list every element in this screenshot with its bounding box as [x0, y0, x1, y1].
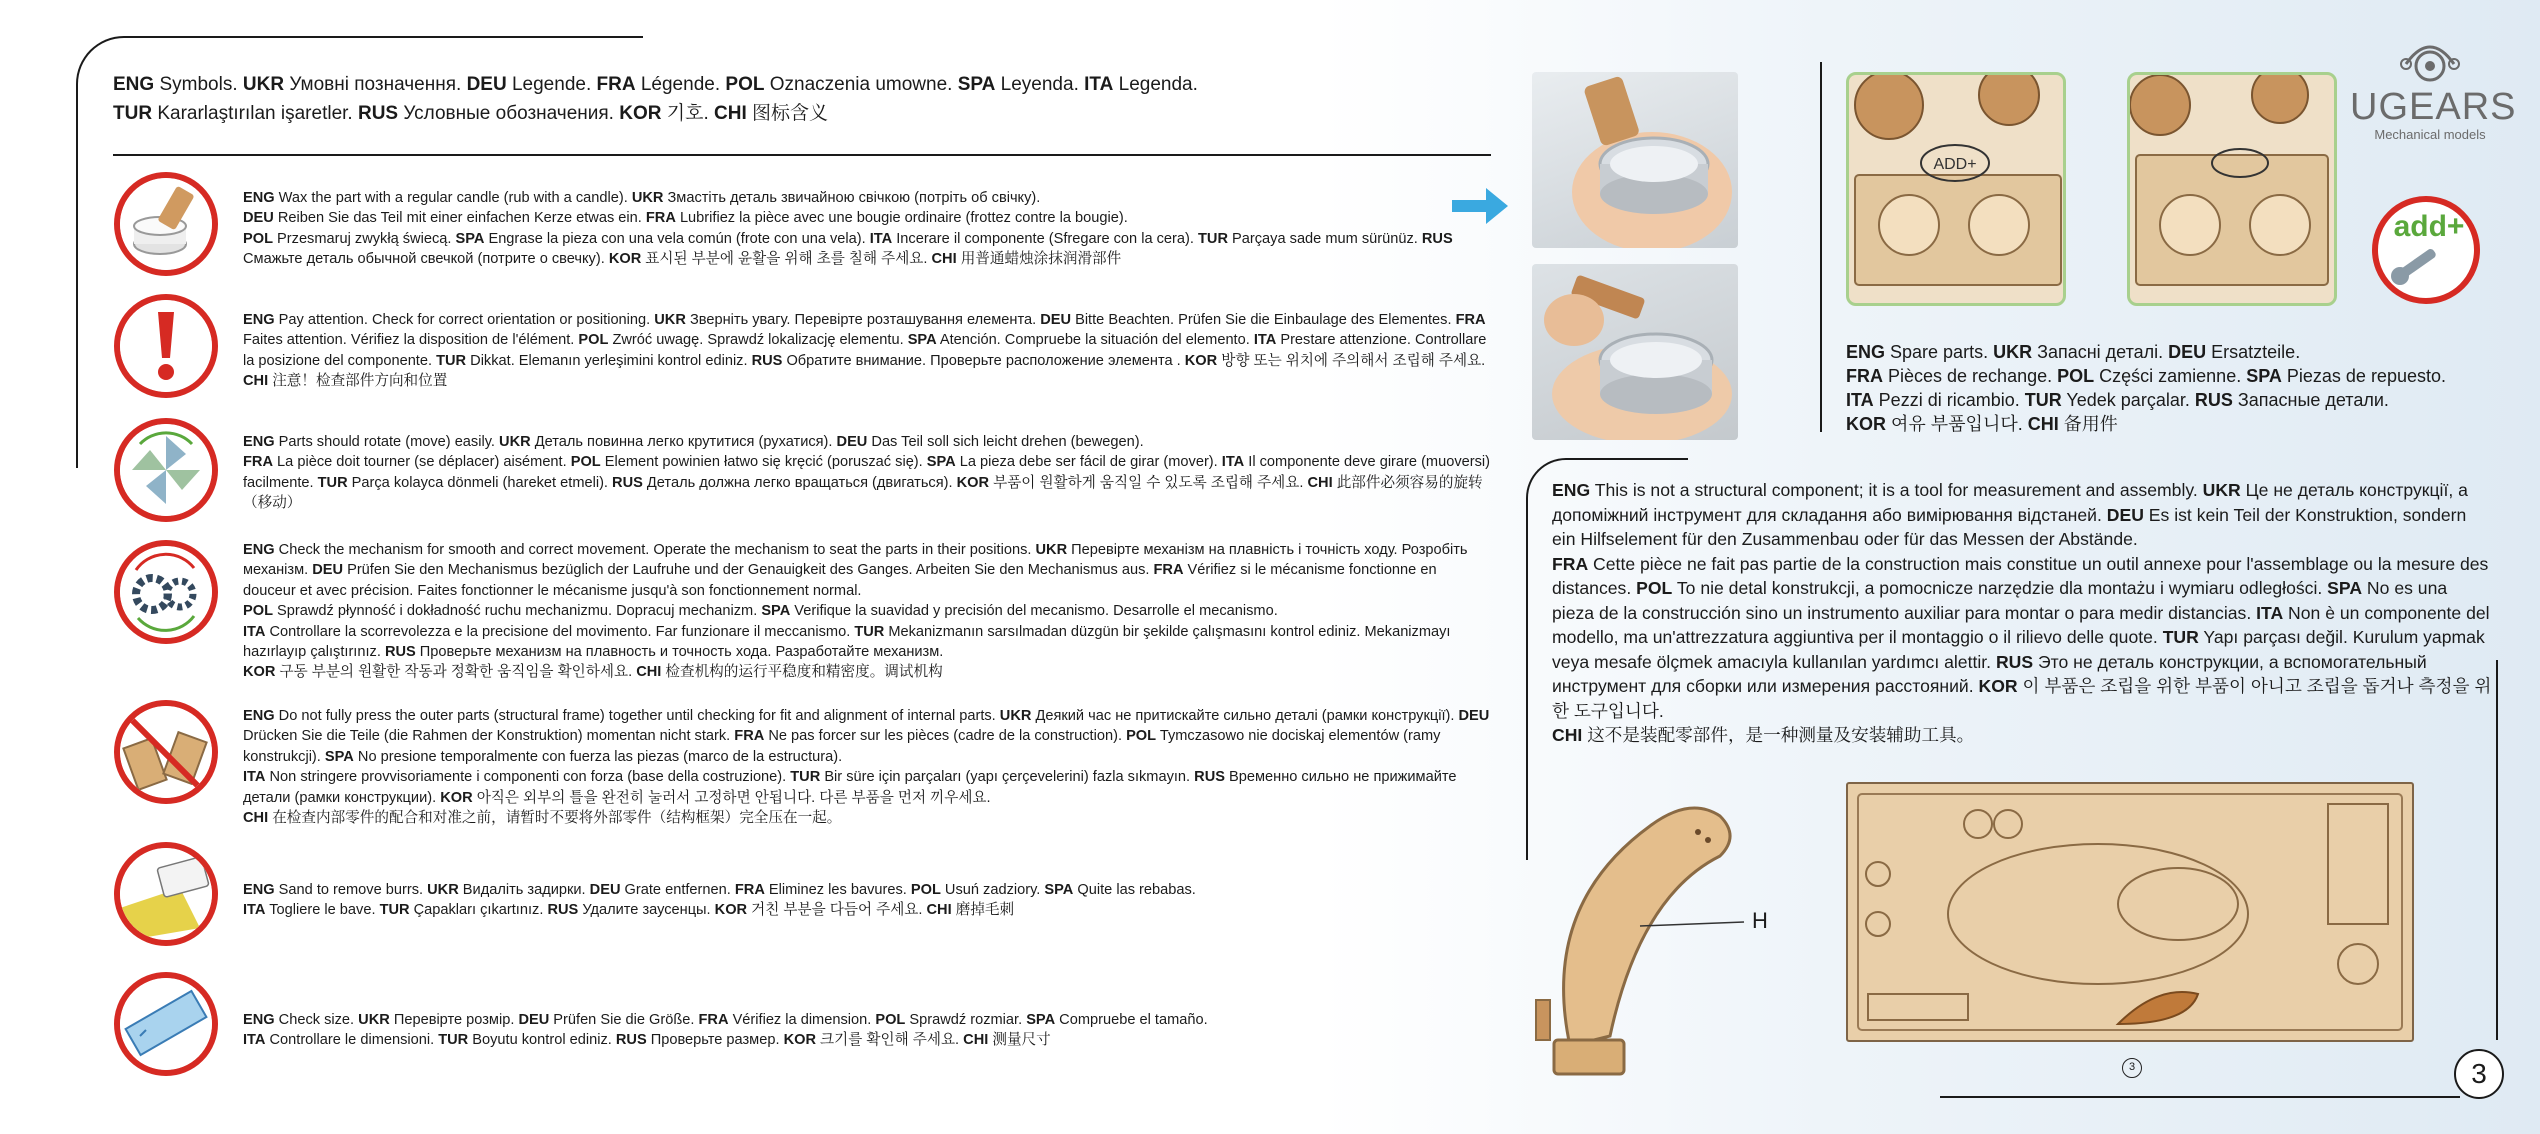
translation-text: Eliminez les bavures. — [764, 882, 911, 898]
language-code: CHI — [243, 373, 269, 390]
translation-text: Yapı parçası değil. Kurulum yapmak veya mesafe ölçmek amacıyla kullanılan yardımcı alettir. — [1552, 627, 2485, 672]
language-code: DEU — [1458, 708, 1490, 724]
translation-text: Tymczasowo nie dociskaj elementów (ramy konstrukcji). — [243, 728, 1441, 765]
candle-photo-1 — [1532, 72, 1738, 248]
language-code: ENG — [1552, 480, 1591, 500]
no-press-frame-icon — [114, 700, 218, 804]
translation-text: Деякий час не притискайте сильно деталі (рамки конструкції). — [1031, 708, 1459, 724]
language-code: DEU — [1040, 312, 1072, 328]
translation-text: Non è un componente del modello, ma un'attrezzatura aggiuntiva per il montaggio o il rilievo delle quote. — [1552, 602, 2490, 647]
language-code: FRA — [734, 882, 765, 898]
language-code: KOR — [714, 902, 748, 919]
bottom-frame-line — [1940, 1096, 2460, 1098]
language-code: ITA — [1253, 332, 1277, 349]
candle-photo-1-illustration — [1532, 72, 1738, 248]
language-code: FRA — [734, 728, 765, 745]
translation-text: Cette pièce ne fait pas partie de la construction mais constitue un outil annexe pour l'assemblage ou la mesure des distances. — [1552, 553, 2489, 598]
language-code: ITA — [243, 1032, 266, 1049]
translation-text: Faites attention. Vérifiez la disposition de l'élément. — [243, 332, 579, 349]
language-code: SPA — [1026, 1012, 1056, 1028]
language-code: CHI — [636, 664, 662, 681]
language-code: SPA — [324, 748, 354, 765]
translation-text: Ne pas forcer sur les pièces (cadre de la construction). — [764, 728, 1127, 745]
language-code: DEU — [836, 434, 868, 450]
translation-text: Lubrifiez la pièce avec une bougie ordinaire (frottez contre la bougie). — [675, 210, 1128, 227]
language-code: ITA — [1846, 390, 1874, 410]
language-code: DEU — [2106, 504, 2144, 525]
translation-text: 用普通蜡烛涂抹润滑部件 — [956, 251, 1122, 268]
translation-text: 备用件 — [2058, 414, 2118, 434]
translation-text: Удалите заусенцы. — [578, 902, 715, 919]
translation-text: Обратите внимание. Проверьте расположение элемента . — [782, 352, 1185, 369]
translation-text: Quite las rebabas. — [1073, 882, 1196, 898]
language-code: FRA — [596, 74, 636, 95]
language-code: SPA — [907, 332, 937, 349]
translation-text: Non stringere provvisoriamente i componenti con forza (base della costruzione). — [265, 769, 791, 786]
translation-text: Деталь должна легко вращаться (двигаться). — [642, 474, 957, 491]
language-code: POL — [570, 454, 601, 471]
ruler-size-icon — [114, 972, 218, 1076]
translation-text: Oznaczenia umowne. — [764, 74, 958, 95]
language-code: CHI — [963, 1032, 989, 1049]
language-code: CHI — [1307, 474, 1333, 491]
translation-text: No presione temporalmente con fuerza las piezas (marco de la estructura). — [353, 748, 843, 765]
translation-text: Bir süre için parçaları (yapı çerçevelerini) fazla sıkmayın. — [820, 769, 1195, 786]
translation-text: Części zamienne. — [2094, 366, 2247, 386]
divider-line — [1820, 62, 1822, 432]
translation-text: 아직은 외부의 틀을 완전히 눌러서 고정하면 안됩니다. 다른 부품을 먼저 끼우세요. — [472, 789, 991, 806]
language-code: TUR — [438, 1032, 469, 1049]
translation-text: Это не деталь конструкции, а вспомогательный инструмент для сборки или измерения расстояний. — [1552, 651, 2427, 696]
translation-text: Legende. — [506, 74, 597, 95]
gears-mechanism-icon — [114, 540, 218, 644]
language-code: SPA — [2246, 366, 2282, 386]
translation-text: Умовні позначення. — [284, 74, 467, 95]
language-code: ENG — [113, 74, 155, 95]
language-code: KOR — [1846, 414, 1886, 434]
language-code: CHI — [926, 902, 952, 919]
language-code: DEU — [2168, 342, 2207, 362]
language-code: RUS — [1194, 769, 1225, 786]
language-code: ENG — [243, 434, 275, 450]
translation-text: La pieza debe ser fácil de girar (mover). — [955, 454, 1222, 471]
language-code: RUS — [547, 902, 579, 919]
language-code: KOR — [243, 664, 276, 681]
translation-text: Проверьте размер. — [646, 1032, 784, 1049]
language-code: POL — [243, 230, 273, 247]
translation-text: Зверніть увагу. Перевірте розташування елемента. — [685, 312, 1041, 328]
spare-sticker-label: ADD+ — [1933, 156, 1977, 173]
translation-text: Das Teil soll sich leicht drehen (bewegen). — [867, 434, 1144, 450]
translation-text: 检查机构的运行平稳度和精密度。调试机构 — [661, 664, 943, 681]
language-code: FRA — [1455, 312, 1486, 328]
tool-note-text — [1552, 478, 2492, 748]
translation-text: Bitte Beachten. Prüfen Sie die Einbaulage des Elementes. — [1071, 312, 1456, 328]
symbol-description — [243, 432, 1493, 514]
language-code: SPA — [761, 603, 791, 620]
language-code: ITA — [1221, 454, 1245, 471]
language-code: FRA — [243, 454, 273, 471]
translation-text: 测量尺寸 — [988, 1032, 1051, 1049]
symbol-description — [243, 540, 1493, 683]
language-code: UKR — [242, 74, 285, 95]
right-frame-line — [2496, 660, 2498, 1040]
translation-text: La pièce doit tourner (se déplacer) aisément. — [273, 454, 571, 471]
language-code: SPA — [926, 454, 956, 471]
translation-text: Запасні деталі. — [2032, 342, 2169, 362]
brand-name: UGEARS — [2350, 86, 2517, 128]
translation-text: Çapakları çıkartınız. — [409, 902, 548, 919]
translation-text: Legenda. — [1113, 74, 1198, 95]
language-code: UKR — [631, 190, 664, 206]
language-code: TUR — [113, 103, 153, 124]
language-code: CHI — [1552, 725, 1583, 745]
language-code: FRA — [1153, 562, 1184, 579]
translation-text: 거친 부분을 다듬어 주세요. — [747, 902, 927, 919]
symbol-description — [243, 310, 1493, 392]
translation-text: Vérifiez si le mécanisme fonctionne en douceur et avec précision. Faites fonctionner le mécanisme jusqu'à son fonctionnement normal. — [243, 562, 1437, 599]
translation-text: Проверьте механизм на плавность и точность хода. Разработайте механизм. — [415, 644, 944, 661]
rotate-pinwheel-icon — [114, 418, 218, 522]
translation-text: 방향 또는 위치에 주의해서 조립해 주세요. — [1217, 352, 1486, 369]
translation-text: Compruebe el tamaño. — [1055, 1012, 1208, 1028]
language-code: SPA — [2327, 578, 2363, 598]
translation-text: 이 부품은 조립을 위한 부품이 아니고 조립을 돕거나 측정을 위한 도구입니다. — [1552, 676, 2492, 721]
translation-text: 注意！检查部件方向和位置 — [268, 373, 448, 390]
language-code: RUS — [2194, 390, 2233, 410]
language-code: DEU — [589, 882, 621, 898]
translation-text: Parts should rotate (move) easily. — [274, 434, 500, 450]
sandpaper-icon — [114, 842, 218, 946]
translation-text: Drücken Sie die Teile (die Rahmen der Konstruktion) momentan nicht stark. — [243, 728, 735, 745]
translation-text: Pièces de rechange. — [1883, 366, 2058, 386]
translation-text: 기호. — [661, 103, 714, 124]
language-code: TUR — [436, 352, 467, 369]
translation-text: Ersatzteile. — [2206, 342, 2301, 362]
translation-text: To nie detal konstrukcji, a pomocnicze narzędzie dla montażu i wymiaru odległości. — [1672, 578, 2328, 598]
translation-text: Incerare il componente (Sfregare con la cera). — [892, 230, 1198, 247]
language-code: SPA — [455, 230, 485, 247]
spare-parts-image-1 — [1846, 72, 2066, 306]
language-code: POL — [243, 603, 273, 620]
translation-text: Leyenda. — [995, 74, 1085, 95]
language-code: ITA — [243, 769, 266, 786]
translation-text: 크기를 확인해 주세요. — [816, 1032, 964, 1049]
language-code: SPA — [1044, 882, 1074, 898]
translation-text: Légende. — [635, 74, 726, 95]
translation-text: Смажьте деталь обычной свечкой (потрите о свечку). — [243, 251, 609, 268]
language-code: POL — [2057, 366, 2095, 386]
translation-text: Parçaya sade mum sürünüz. — [1228, 230, 1422, 247]
language-code: POL — [578, 332, 609, 349]
translation-text: Togliere le bave. — [265, 902, 380, 919]
language-code: KOR — [608, 251, 642, 268]
translation-text: Pezzi di ricambio. — [1873, 390, 2025, 410]
part-number-marker: 3 — [2122, 1058, 2142, 1078]
candle-photo-2 — [1532, 264, 1738, 440]
translation-text: 图标含义 — [746, 103, 829, 124]
language-code: CHI — [931, 251, 957, 268]
measuring-tool-illustration — [1530, 786, 1790, 1086]
language-code: ENG — [1846, 342, 1886, 362]
translation-text: Check size. — [274, 1012, 359, 1028]
language-code: POL — [1126, 728, 1157, 745]
translation-text: Условные обозначения. — [398, 103, 620, 124]
translation-text: 구동 부분의 원활한 작동과 정확한 움직임을 확인하세요. — [275, 664, 637, 681]
translation-text: Dikkat. Elemanın yerleşimini kontrol ediniz. — [466, 352, 752, 369]
language-code: RUS — [612, 474, 643, 491]
translation-text: Przesmaruj zwykłą świecą. — [273, 230, 456, 247]
language-code: FRA — [698, 1012, 729, 1028]
tool-callout-label: H — [1752, 908, 1768, 933]
language-code: TUR — [854, 623, 885, 640]
translation-text: Перевірте механізм на плавність і точність ходу. Розробіть механізм. — [243, 542, 1468, 579]
translation-text: Symbols. — [154, 74, 243, 95]
language-code: ENG — [243, 312, 275, 328]
language-code: TUR — [379, 902, 410, 919]
ugears-logo — [2350, 36, 2517, 142]
translation-text: 부품이 원활하게 움직일 수 있도록 조립해 주세요. — [989, 474, 1308, 491]
translation-text: Prüfen Sie die Größe. — [549, 1012, 699, 1028]
translation-text: Запасные детали. — [2232, 390, 2389, 410]
page-number: 3 — [2454, 1049, 2504, 1099]
translation-text: Це не деталь конструкції, а допоміжний інструмент для складання або вимірювання відстаней. — [1552, 480, 2468, 525]
language-code: UKR — [499, 434, 531, 450]
language-code: UKR — [1993, 342, 2033, 362]
language-code: ITA — [243, 623, 266, 640]
language-code: RUS — [384, 644, 416, 661]
language-code: UKR — [2202, 480, 2241, 500]
translation-text: Prestare attenzione. Controllare la posizione del componente. — [243, 332, 1487, 369]
parts-sheet-illustration — [1848, 784, 2412, 1040]
translation-text: Видаліть задирки. — [458, 882, 590, 898]
translation-text: Grate entfernen. — [620, 882, 735, 898]
language-code: CHI — [714, 103, 747, 124]
translation-text: 这不是装配零部件，是一种测量及安装辅助工具。 — [1582, 725, 1975, 745]
translation-text: 표시된 부분에 윤활을 위해 초를 칠해 주세요. — [641, 251, 932, 268]
translation-text: 此部件必须容易的旋转（移动） — [243, 474, 1483, 512]
language-code: POL — [1636, 578, 1673, 598]
language-code: KOR — [619, 103, 662, 124]
candle-photo-2-illustration — [1532, 264, 1738, 440]
translation-text: Verifique la suavidad y precisión del mecanismo. Desarrolle el mecanismo. — [790, 603, 1278, 620]
language-code: ENG — [243, 708, 275, 724]
translation-text: Engrase la pieza con una vela común (frote con una vela). — [484, 230, 870, 247]
language-code: ENG — [243, 882, 275, 898]
spare-parts-image-2 — [2127, 72, 2337, 306]
language-code: KOR — [956, 474, 990, 491]
language-code: POL — [725, 74, 765, 95]
translation-text: Kararlaştırılan işaretler. — [152, 103, 358, 124]
translation-text: Pay attention. Check for correct orientation or positioning. — [274, 312, 655, 328]
language-code: UKR — [1035, 542, 1068, 558]
language-code: TUR — [1198, 230, 1228, 247]
language-code: POL — [875, 1012, 906, 1028]
candle-wax-icon — [114, 172, 218, 276]
language-code: ENG — [243, 1012, 275, 1028]
brand-tagline: Mechanical models — [2374, 127, 2486, 142]
language-code: RUS — [1421, 230, 1453, 247]
language-code: FRA — [1846, 366, 1883, 386]
translation-text: Il componente deve girare (muoversi) facilmente. — [243, 454, 1490, 491]
language-code: CHI — [2027, 414, 2059, 434]
translation-text: Es ist kein Teil der Konstruktion, sondern ein Hilfselement für den Zusammenbau oder für das Messen der Abstände. — [1552, 504, 2467, 549]
header-rule — [113, 154, 1491, 156]
translation-text: Controllare la scorrevolezza e la precisione del movimento. Far funzionare il meccanismo. — [265, 623, 855, 640]
language-code: KOR — [1978, 676, 2018, 696]
symbol-description — [243, 188, 1493, 270]
translation-text: Check the mechanism for smooth and correct movement. Operate the mechanism to seat the parts in their positions. — [274, 542, 1036, 558]
translation-text: Atención. Compruebe la situación del elemento. — [936, 332, 1254, 349]
add-plus-label: add+ — [2393, 210, 2465, 243]
translation-text: Element powinien łatwo się kręcić (poruszać się). — [600, 454, 927, 471]
translation-text: No es una pieza de la construcción sino un instrumento auxiliar para montar o para medir distancias. — [1552, 578, 2448, 623]
language-code: TUR — [317, 474, 348, 491]
translation-text: Boyutu kontrol ediniz. — [468, 1032, 616, 1049]
translation-text: Wax the part with a regular candle (rub with a candle). — [274, 190, 632, 206]
language-code: KOR — [440, 789, 473, 806]
translation-text: 磨掉毛刺 — [951, 902, 1015, 919]
language-code: ITA — [869, 230, 893, 247]
translation-text: Mekanizmanın sarsılmadan düzgün bir şekilde çalışmasını kontrol ediniz. Mekanizmayı hazırlayıp çalıştırınız. — [243, 623, 1451, 661]
language-code: KOR — [1184, 352, 1218, 369]
translation-text: Sand to remove burrs. — [274, 882, 428, 898]
symbol-description — [243, 1010, 1493, 1051]
language-code: UKR — [358, 1012, 390, 1028]
language-code: TUR — [2162, 627, 2199, 647]
language-code: TUR — [2024, 390, 2062, 410]
language-code: POL — [910, 882, 941, 898]
translation-text: 여유 부품입니다. — [1886, 414, 2028, 434]
language-code: ENG — [243, 542, 275, 558]
exclamation-icon — [114, 294, 218, 398]
language-code: ITA — [2256, 602, 2284, 623]
language-code: DEU — [466, 74, 507, 95]
language-code: FRA — [645, 210, 676, 227]
gear-logo-icon — [2390, 36, 2470, 82]
language-code: DEU — [312, 562, 344, 579]
language-code: DEU — [243, 210, 274, 227]
language-code: FRA — [1552, 553, 1589, 574]
language-code: RUS — [357, 103, 399, 124]
translation-text: Usuń zadziory. — [940, 882, 1045, 898]
language-code: RUS — [751, 352, 783, 369]
legend-header — [113, 70, 1453, 128]
spare-parts-illustration-2 — [2130, 75, 2334, 303]
language-code: ITA — [1084, 74, 1114, 95]
symbol-description — [243, 706, 1493, 828]
translation-text: 在检查内部零件的配合和对准之前，请暂时不要将外部零件（结构框架）完全压在一起。 — [268, 810, 842, 827]
language-code: KOR — [783, 1032, 816, 1049]
translation-text: Временно сильно не прижимайте детали (рамки конструкции). — [243, 769, 1457, 806]
translation-text: Controllare le dimensioni. — [265, 1032, 439, 1049]
language-code: ENG — [243, 190, 275, 206]
language-code: RUS — [615, 1032, 647, 1049]
language-code: SPA — [957, 74, 996, 95]
translation-text: Vérifiez la dimension. — [728, 1012, 876, 1028]
translation-text: Zwróć uwagę. Sprawdź lokalizację elementu. — [608, 332, 908, 349]
language-code: DEU — [518, 1012, 550, 1028]
translation-text: Змастіть деталь звичайною свічкою (потріть об свічку). — [663, 190, 1041, 206]
language-code: UKR — [999, 708, 1032, 724]
language-code: TUR — [790, 769, 821, 786]
translation-text: Перевірте розмір. — [389, 1012, 519, 1028]
language-code: UKR — [654, 312, 686, 328]
symbol-description — [243, 880, 1493, 921]
translation-text: Sprawdź płynność i dokładność ruchu mechanizmu. Dopracuj mechanizm. — [273, 603, 762, 620]
language-code: CHI — [243, 810, 269, 827]
spare-parts-illustration-1 — [1849, 75, 2063, 303]
translation-text: This is not a structural component; it is a tool for measurement and assembly. — [1590, 480, 2203, 500]
translation-text: Spare parts. — [1885, 342, 1994, 362]
language-code: ITA — [243, 902, 266, 919]
translation-text: Parça kolayca dönmeli (hareket etmeli). — [347, 474, 613, 491]
language-code: UKR — [427, 882, 459, 898]
parts-sheet — [1846, 782, 2414, 1042]
arrow-right-icon — [1452, 188, 1508, 224]
language-code: RUS — [1995, 651, 2034, 672]
spare-parts-text — [1846, 340, 2486, 436]
translation-text: Reiben Sie das Teil mit einer einfachen Kerze etwas ein. — [273, 210, 646, 227]
translation-text: Деталь повинна легко крутитися (рухатися). — [530, 434, 837, 450]
translation-text: Prüfen Sie den Mechanismus bezüglich der Laufruhe und der Genauigkeit des Ganges. Arbeiten Sie den Mechanismus aus. — [343, 562, 1154, 579]
translation-text: Yedek parçalar. — [2061, 390, 2195, 410]
translation-text: Piezas de repuesto. — [2281, 366, 2446, 386]
translation-text: Sprawdź rozmiar. — [905, 1012, 1027, 1028]
translation-text: Do not fully press the outer parts (structural frame) together until checking for fit and alignment of internal parts. — [274, 708, 1000, 724]
